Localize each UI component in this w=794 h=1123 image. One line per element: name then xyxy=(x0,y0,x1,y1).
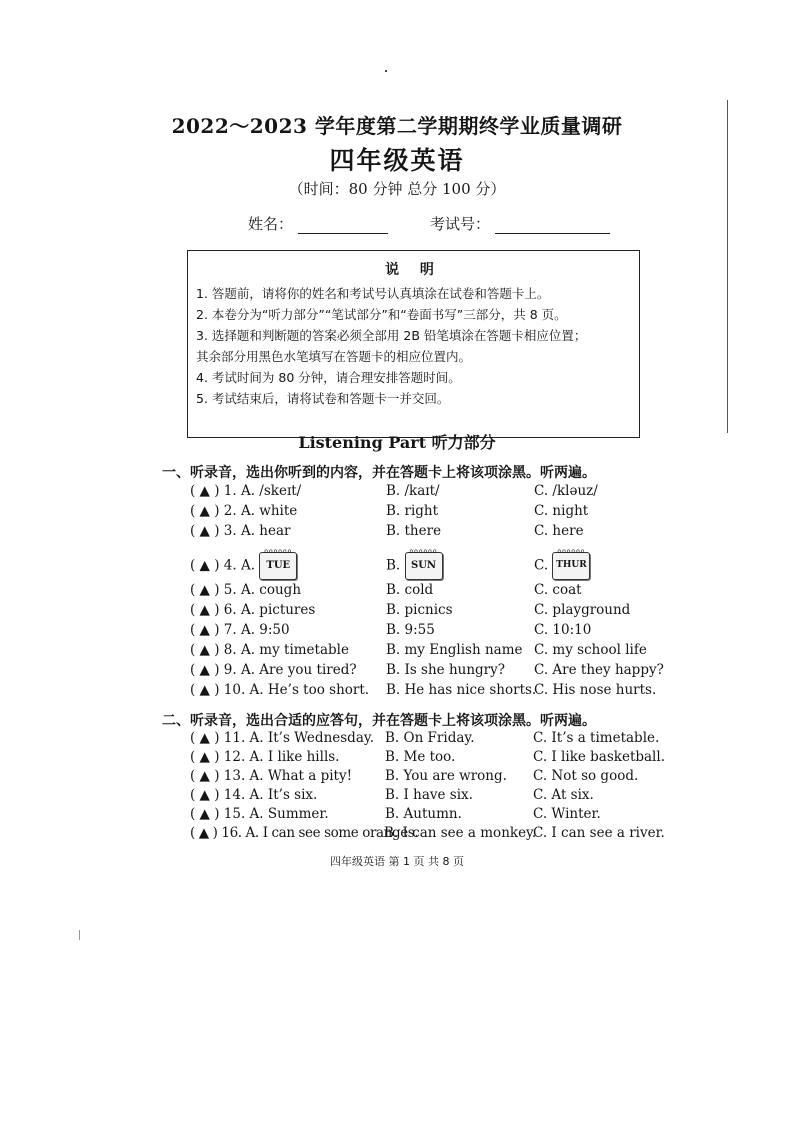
part2-heading: 二、听录音，选出合适的应答句，并在答题卡上将该项涂黑。听两遍。 xyxy=(162,713,596,729)
name-field-row xyxy=(248,213,388,234)
question-12-b[interactable]: B. Me too. xyxy=(385,749,456,765)
question-13-a[interactable]: ( ▲ ) 13. A. What a pity! xyxy=(190,768,353,784)
question-12-c[interactable]: C. I like basketball. xyxy=(533,749,665,765)
exam-subject-title: 四年级英语 xyxy=(329,146,465,175)
name-blank[interactable] xyxy=(298,217,388,234)
question-10-c[interactable]: C. His nose hurts. xyxy=(534,682,657,698)
question-16-a[interactable]: ( ▲ ) 16. A. I can see some oranges. xyxy=(190,825,419,841)
question-1-b[interactable]: B. /kaɪt/ xyxy=(386,483,440,499)
question-16-b[interactable]: B. I can see a monkey. xyxy=(384,825,537,841)
question-7-a[interactable]: ( ▲ ) 7. A. 9:50 xyxy=(190,622,290,638)
question-15-c[interactable]: C. Winter. xyxy=(533,806,601,822)
question-11-b[interactable]: B. On Friday. xyxy=(385,730,475,746)
question-12-a[interactable]: ( ▲ ) 12. A. I like hills. xyxy=(190,749,340,765)
question-6-c[interactable]: C. playground xyxy=(534,602,631,618)
question-8-b[interactable]: B. my English name xyxy=(386,642,523,658)
instruction-line: 2. 本卷分为“听力部分”“笔试部分”和“卷面书写”三部分，共 8 页。 xyxy=(196,307,567,322)
instruction-line: 1. 答题前，请将你的姓名和考试号认真填涂在试卷和答题卡上。 xyxy=(196,286,550,301)
question-5-a[interactable]: ( ▲ ) 5. A. cough xyxy=(190,582,302,598)
question-14-b[interactable]: B. I have six. xyxy=(385,787,473,803)
question-14-a[interactable]: ( ▲ ) 14. A. It’s six. xyxy=(190,787,318,803)
question-3-b[interactable]: B. there xyxy=(386,523,442,539)
question-1-c[interactable]: C. /kləuz/ xyxy=(534,483,598,499)
exam-number-label: 考试号： xyxy=(430,215,491,233)
instructions-heading: 说 明 xyxy=(385,262,442,278)
question-7-c[interactable]: C. 10:10 xyxy=(534,622,592,638)
question-2-a[interactable]: ( ▲ ) 2. A. white xyxy=(190,503,298,519)
question-2-b[interactable]: B. right xyxy=(386,503,439,519)
question-14-c[interactable]: C. At six. xyxy=(533,787,594,803)
calendar-icon: oooooo SUN xyxy=(405,552,443,580)
question-10-a[interactable]: ( ▲ ) 10. A. He’s too short. xyxy=(190,682,370,698)
question-6-b[interactable]: B. picnics xyxy=(386,602,453,618)
question-16-c[interactable]: C. I can see a river. xyxy=(533,825,665,841)
question-3-c[interactable]: C. here xyxy=(534,523,584,539)
question-9-b[interactable]: B. Is she hungry? xyxy=(386,662,506,678)
question-13-b[interactable]: B. You are wrong. xyxy=(385,768,507,784)
question-5-b[interactable]: B. cold xyxy=(386,582,434,598)
question-9-c[interactable]: C. Are they happy? xyxy=(534,662,664,678)
exam-number-blank[interactable] xyxy=(495,217,610,234)
question-8-c[interactable]: C. my school life xyxy=(534,642,647,658)
instruction-line: 其余部分用黑色水笔填写在答题卡的相应位置内。 xyxy=(196,349,472,364)
question-11-a[interactable]: ( ▲ ) 11. A. It’s Wednesday. xyxy=(190,730,374,746)
instructions-box xyxy=(187,250,640,438)
question-1-a[interactable]: ( ▲ ) 1. A. /skeɪt/ xyxy=(190,483,302,499)
question-7-b[interactable]: B. 9:55 xyxy=(386,622,435,638)
section-title: Listening Part 听力部分 xyxy=(298,433,496,452)
exam-number-field-row xyxy=(430,213,610,234)
scan-speck xyxy=(385,70,387,72)
question-10-b[interactable]: B. He has nice shorts. xyxy=(386,682,537,698)
question-4-b[interactable]: B. oooooo SUN xyxy=(386,552,443,580)
instruction-line: 3. 选择题和判断题的答案必须全部用 2B 铅笔填涂在答题卡相应位置； xyxy=(196,328,587,343)
question-9-a[interactable]: ( ▲ ) 9. A. Are you tired? xyxy=(190,662,357,678)
part1-heading: 一、听录音，选出你听到的内容，并在答题卡上将该项涂黑。听两遍。 xyxy=(162,465,596,481)
instruction-line: 5. 考试结束后，请将试卷和答题卡一并交回。 xyxy=(196,391,450,406)
question-5-c[interactable]: C. coat xyxy=(534,582,582,598)
name-label: 姓名： xyxy=(248,215,294,233)
calendar-icon: oooooo TUE xyxy=(259,552,297,580)
scan-margin-mark xyxy=(79,930,80,940)
question-15-b[interactable]: B. Autumn. xyxy=(385,806,462,822)
page-footer: 四年级英语 第 1 页 共 8 页 xyxy=(330,855,464,868)
question-11-c[interactable]: C. It’s a timetable. xyxy=(533,730,660,746)
question-8-a[interactable]: ( ▲ ) 8. A. my timetable xyxy=(190,642,349,658)
question-4-a[interactable]: ( ▲ ) 4. A. oooooo TUE xyxy=(190,552,297,580)
calendar-icon: oooooo THUR xyxy=(552,552,590,580)
instruction-line: 4. 考试时间为 80 分钟，请合理安排答题时间。 xyxy=(196,370,461,385)
question-2-c[interactable]: C. night xyxy=(534,503,589,519)
question-6-a[interactable]: ( ▲ ) 6. A. pictures xyxy=(190,602,316,618)
question-3-a[interactable]: ( ▲ ) 3. A. hear xyxy=(190,523,291,539)
question-4-c[interactable]: C. oooooo THUR xyxy=(534,552,590,580)
question-13-c[interactable]: C. Not so good. xyxy=(533,768,639,784)
exam-title: 2022～2023 学年度第二学期期终学业质量调研 xyxy=(171,114,623,138)
exam-time-info: （时间：80 分钟 总分 100 分） xyxy=(288,180,506,198)
question-15-a[interactable]: ( ▲ ) 15. A. Summer. xyxy=(190,806,329,822)
